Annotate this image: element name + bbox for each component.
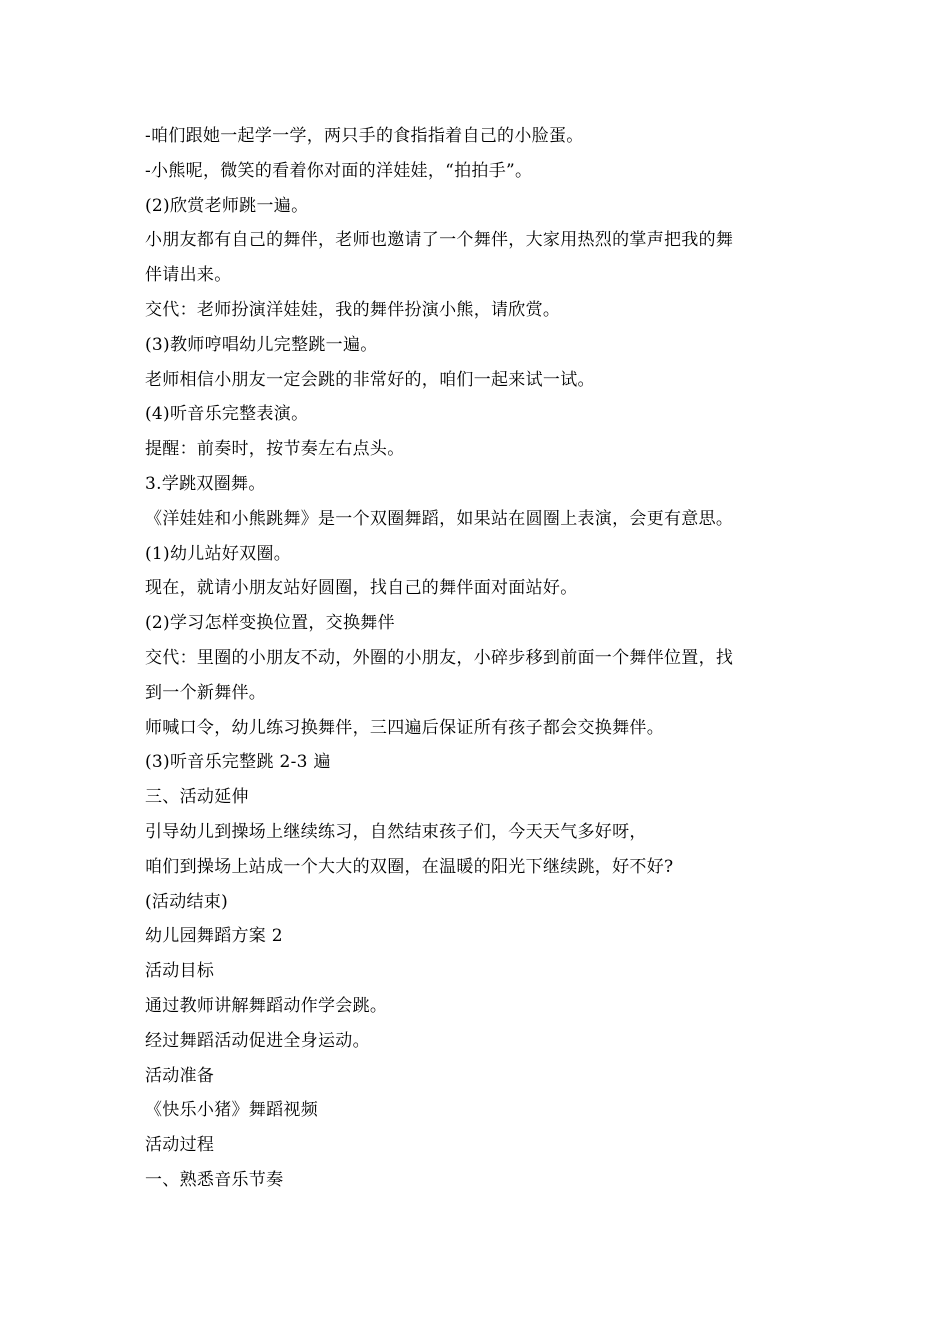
text-line: 《快乐小猪》舞蹈视频 xyxy=(145,1100,318,1121)
text-line: 老师相信小朋友一定会跳的非常好的，咱们一起来试一试。 xyxy=(145,369,595,390)
document-body xyxy=(145,119,810,1198)
section-step: (2)学习怎样变换位置，交换舞伴 xyxy=(145,613,395,634)
section-heading: 活动过程 xyxy=(145,1135,215,1156)
text-line: -咱们跟她一起学一学，两只手的食指指着自己的小脸蛋。 xyxy=(145,126,584,146)
text-line: 师喊口令，幼儿练习换舞伴，三四遍后保证所有孩子都会交换舞伴。 xyxy=(145,717,664,738)
text-line: 现在，就请小朋友站好圆圈，找自己的舞伴面对面站好。 xyxy=(145,578,578,599)
section-step: (4)听音乐完整表演。 xyxy=(145,404,309,425)
section-heading: 活动准备 xyxy=(145,1065,215,1086)
text-line: 经过舞蹈活动促进全身运动。 xyxy=(145,1030,370,1051)
text-line: 提醒：前奏时，按节奏左右点头。 xyxy=(145,439,405,460)
section-heading: 一、熟悉音乐节奏 xyxy=(145,1169,284,1190)
text-line: -小熊呢，微笑的看着你对面的洋娃娃，“拍拍手”。 xyxy=(145,160,533,181)
section-step: (3)教师哼唱幼儿完整跳一遍。 xyxy=(145,334,378,355)
text-line: 伴请出来。 xyxy=(145,265,232,286)
text-line: 咱们到操场上站成一个大大的双圈，在温暖的阳光下继续跳，好不好? xyxy=(145,856,674,877)
text-line: (活动结束) xyxy=(145,891,229,912)
section-heading: 活动目标 xyxy=(145,961,215,982)
section-step: (2)欣赏老师跳一遍。 xyxy=(145,195,309,216)
text-line: 到一个新舞伴。 xyxy=(145,682,267,703)
section-heading: 3.学跳双圈舞。 xyxy=(145,473,266,494)
text-line: 《洋娃娃和小熊跳舞》是一个双圈舞蹈，如果站在圆圈上表演，会更有意思。 xyxy=(145,508,734,529)
text-line: 交代：老师扮演洋娃娃，我的舞伴扮演小熊，请欣赏。 xyxy=(145,299,561,320)
document-subtitle: 幼儿园舞蹈方案 2 xyxy=(145,926,283,947)
section-step: (1)幼儿站好双圈。 xyxy=(145,543,292,564)
text-line: 小朋友都有自己的舞伴，老师也邀请了一个舞伴，大家用热烈的掌声把我的舞 xyxy=(145,230,734,251)
text-line: 交代：里圈的小朋友不动，外圈的小朋友，小碎步移到前面一个舞伴位置，找 xyxy=(145,647,734,668)
text-line: 引导幼儿到操场上继续练习，自然结束孩子们，今天天气多好呀， xyxy=(145,821,647,842)
section-step: (3)听音乐完整跳 2-3 遍 xyxy=(145,752,331,773)
section-heading: 三、活动延伸 xyxy=(145,787,249,808)
text-line: 通过教师讲解舞蹈动作学会跳。 xyxy=(145,995,388,1016)
